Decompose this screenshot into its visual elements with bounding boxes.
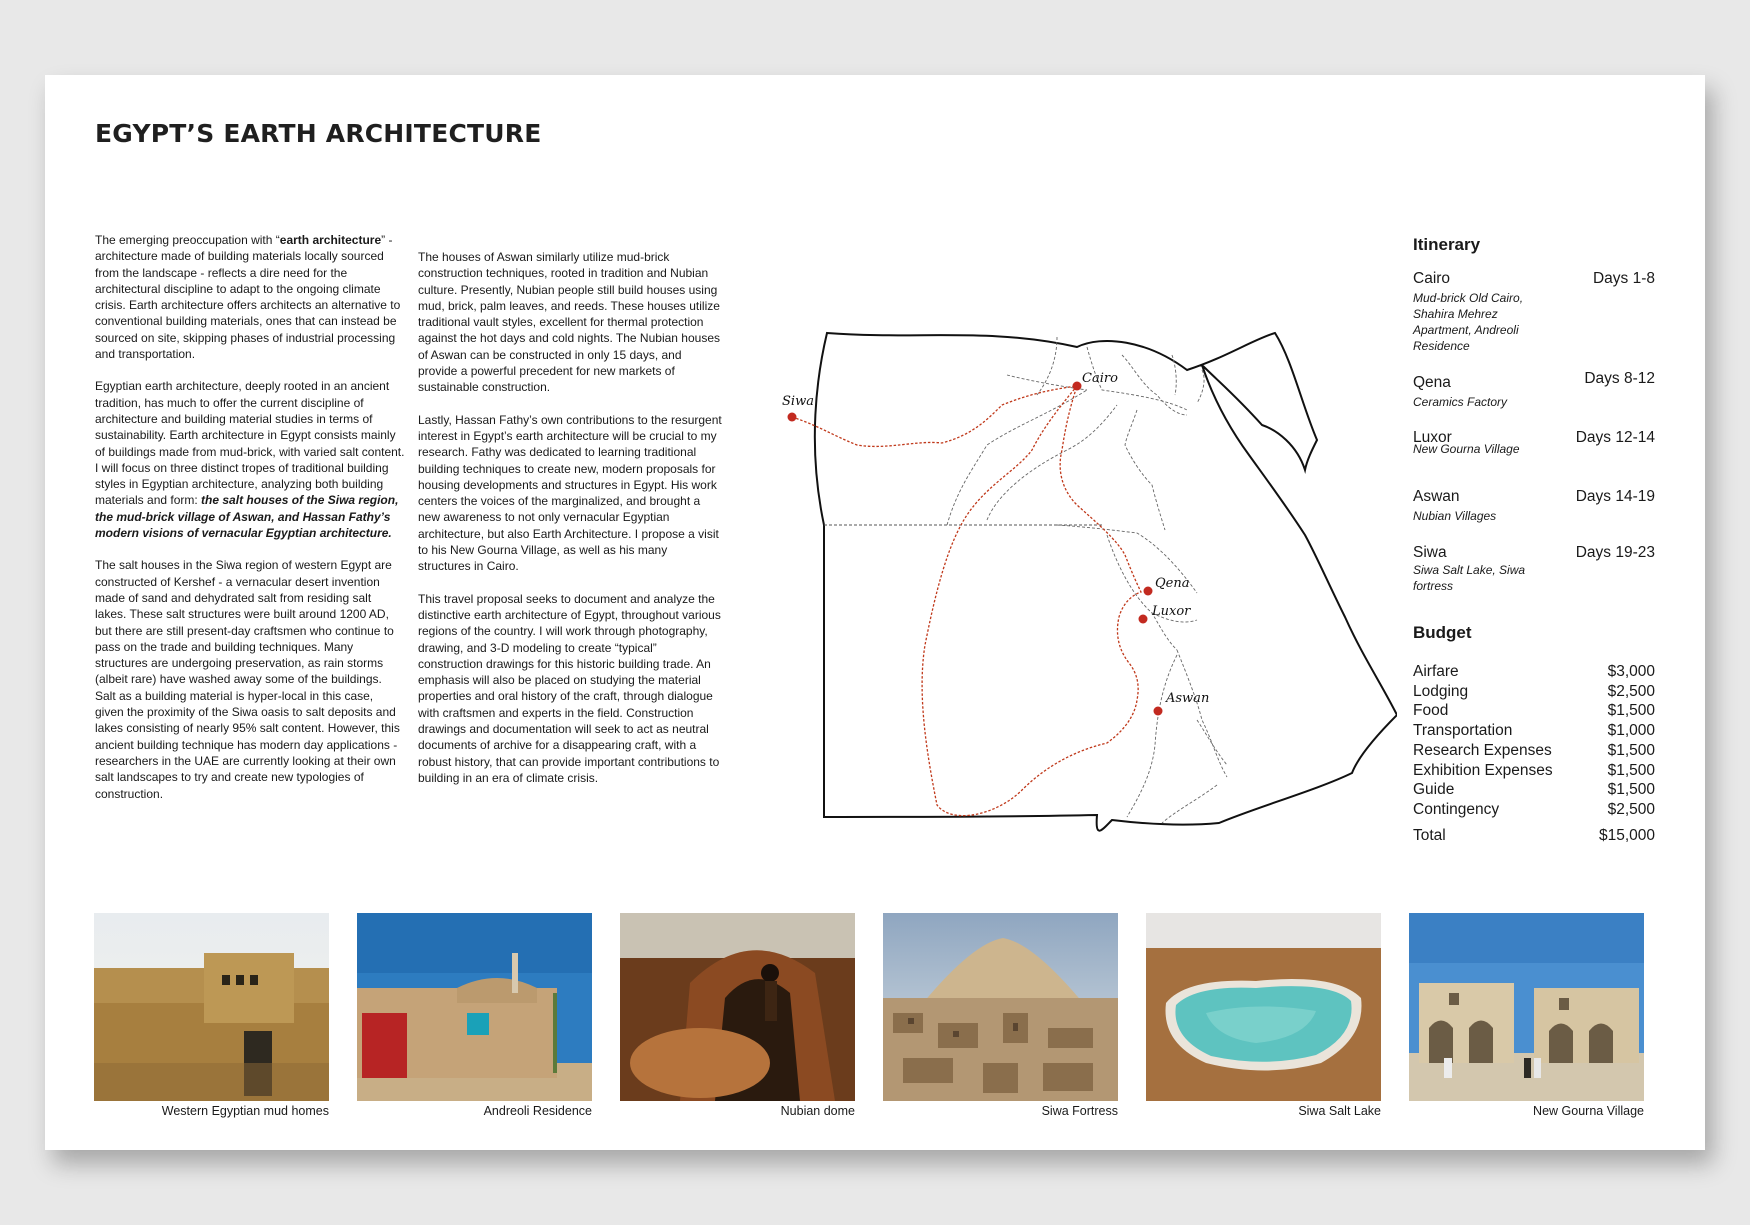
photo-new-gourna-village (1409, 913, 1644, 1101)
photo-siwa-salt-lake (1146, 913, 1381, 1101)
budget-item: Transportation (1413, 722, 1513, 740)
budget-amount: $1,500 (1607, 761, 1655, 779)
budget-amount: $1,500 (1607, 781, 1655, 799)
text-run: ” - architecture made of building materials locally sourced from the landscape - reflects a dire need for the architectural discipline to adapt to the ongoing climate crisis. Earth architecture offers architects an alternative to conventional building materials, ones that can instead be sourced on site, skipping phases of industrial processing and transportation. (95, 233, 401, 362)
aswan-label: Aswan (1166, 691, 1210, 706)
paragraph: The houses of Aswan similarly utilize mud-brick construction techniques, rooted in tradition and Nubian culture. Presently, Nubian people still build houses using mud, brick, palm leaves, and reeds. These houses utilize traditional vault styles, excellent for thermal protection against the hot days and cold nights. The Nubian houses of Aswan can be constructed in only 15 days, and provide a powerful precedent for new markets of sustainable construction. (418, 250, 720, 395)
page-title: EGYPT’S EARTH ARCHITECTURE (95, 119, 542, 148)
photo-caption: Andreoli Residence (483, 1104, 592, 1118)
photo-caption: Western Egyptian mud homes (161, 1104, 329, 1118)
budget-total-label: Total (1413, 827, 1446, 844)
budget-amount: $1,000 (1607, 722, 1655, 740)
paragraph: The salt houses in the Siwa region of western Egypt are constructed of Kershef - a vernacular desert invention made of sand and dehydrated salt from residing salt lakes. These salt structures were built around 1200 AD, but there are still present-day craftsmen who continue to pass on the trade and building techniques. Many structures are undergoing preservation, as rain storms (albeit rare) have washed away some of the buildings. Salt as a building material is hyper-local in this case, given the proximity of the Siwa oasis to salt deposits and lakes consisting of nearly 95% salt content. However, this ancient building technique has modern day applications - researchers in the UAE are currently looking at their own salt landscapes to try and create new typologies of construction. (95, 558, 400, 801)
bold-text: earth architecture (279, 233, 382, 247)
itinerary-city: Aswan (1413, 488, 1460, 505)
budget-heading: Budget (1413, 623, 1472, 642)
budget-item: Guide (1413, 781, 1455, 799)
photo-nubian-dome (620, 913, 855, 1101)
budget-total-amount: $15,000 (1598, 827, 1655, 844)
itinerary-days: Days 19-23 (1575, 544, 1655, 561)
siwa-label: Siwa (782, 394, 814, 409)
photo-western-egyptian-mud-homes (94, 913, 329, 1101)
text-run: The emerging preoccupation with “ (95, 233, 280, 247)
itinerary-city: Qena (1413, 374, 1451, 391)
paragraph: This travel proposal seeks to document and analyze the distinctive earth architecture of Egypt, throughout various regions of the country. I will work through photography, drawing, and 3-D modeling to create “typical” construction drawings for this historic building trade. An emphasis will also be placed on studying the material properties and oral history of the craft, through dialogue with craftsmen and experts in the field. Construction drawings and documentation will seek to act as neutral documents of archive for a disappearing craft, with a robust history, that can provide important contributions to building in an era of climate crisis. (418, 591, 721, 785)
itinerary-details: Mud-brick Old Cairo, Shahira Mehrez Apartment, Andreoli Residence (1413, 291, 1524, 353)
photo-caption: Nubian dome (780, 1104, 855, 1118)
budget-item: Food (1413, 702, 1449, 720)
budget-item: Research Expenses (1413, 741, 1552, 759)
itinerary-details: New Gourna Village (1413, 442, 1520, 456)
itinerary-days: Days 1-8 (1592, 270, 1655, 287)
photo-andreoli-residence (357, 913, 592, 1101)
cairo-label: Cairo (1082, 371, 1118, 386)
itinerary-days: Days 12-14 (1575, 429, 1655, 446)
itinerary-city: Cairo (1413, 270, 1451, 287)
itinerary-city: Luxor (1413, 429, 1452, 446)
itinerary-heading: Itinerary (1413, 235, 1481, 254)
budget-item: Airfare (1413, 663, 1459, 680)
itinerary-details: Ceramics Factory (1413, 395, 1508, 409)
photo-strip (45, 75, 1705, 1150)
paragraph: Lastly, Hassan Fathy’s own contributions to the resurgent interest in Egypt’s earth architecture will be crucial to my research. Fathy was dedicated to learning traditional building techniques to create new, modern proposals for housing developments and structures in Egypt. His work centers the voices of the marginalized, and brought a new awareness to not only vernacular Egyptian architecture, but also Earth Architecture. I propose a visit to his New Gourna Village, as well as his many structures in Cairo. (418, 412, 722, 574)
luxor-label: Luxor (1152, 604, 1191, 619)
budget-amount: $3,000 (1607, 663, 1655, 680)
budget-amount: $1,500 (1607, 702, 1655, 720)
text-run: Egyptian earth architecture, deeply rooted in an ancient tradition, has much to offer the current discipline of architecture and building material studies in terms of sustainability. Earth architecture in Egypt consists mainly of buildings made from mud-brick, with varied salt content. I will focus on three distinct tropes of traditional building styles in Egyptian architecture, analyzing both building materials and form: (95, 379, 405, 508)
emphasis-text: the salt houses of the Siwa region, the mud-brick village of Aswan, and Hassan Fathy’s modern visions of vernacular Egyptian architecture. (95, 493, 399, 541)
photo-caption: New Gourna Village (1533, 1104, 1644, 1118)
itinerary-days: Days 14-19 (1575, 488, 1655, 505)
budget-amount: $1,500 (1607, 741, 1655, 759)
budget-item: Exhibition Expenses (1413, 761, 1553, 779)
photo-caption: Siwa Fortress (1041, 1104, 1118, 1118)
budget-amount: $2,500 (1607, 682, 1655, 700)
budget-amount: $2,500 (1607, 800, 1655, 818)
itinerary-days: Days 8-12 (1584, 370, 1655, 387)
qena-label: Qena (1155, 576, 1190, 591)
itinerary-details: Nubian Villages (1413, 509, 1497, 523)
itinerary-details: Siwa Salt Lake, Siwa fortress (1413, 563, 1526, 593)
budget-item: Contingency (1413, 800, 1500, 818)
itinerary-city: Siwa (1413, 544, 1447, 561)
budget-item: Lodging (1413, 682, 1469, 700)
photo-siwa-fortress (883, 913, 1118, 1101)
photo-caption: Siwa Salt Lake (1298, 1104, 1381, 1118)
